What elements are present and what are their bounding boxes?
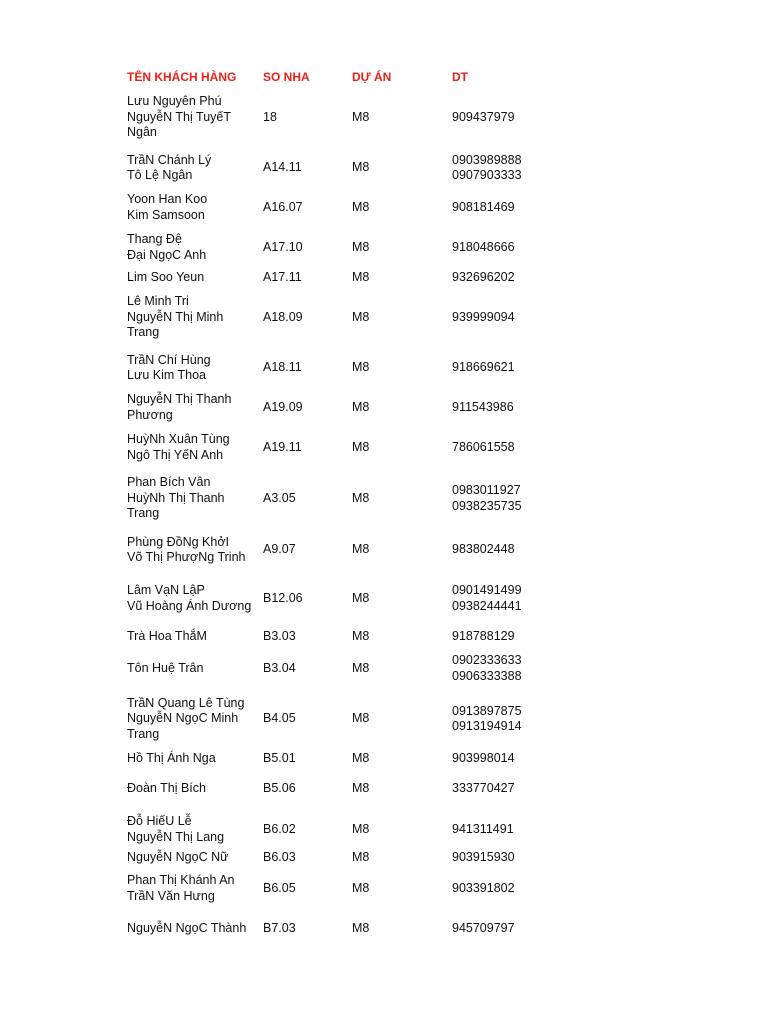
phone-cell [452, 151, 572, 185]
house-number-cell [263, 294, 348, 341]
house-number-cell [263, 694, 348, 744]
customer-name-cell [127, 849, 262, 867]
project-code: M8 [352, 590, 370, 605]
phone-cell [452, 628, 572, 646]
house-number: B3.04 [263, 660, 296, 675]
house-number: A19.11 [263, 439, 302, 454]
table-row [0, 391, 768, 424]
customer-name: Lê Minh Tri [127, 294, 189, 309]
customer-name: Thang Đệ [127, 232, 182, 246]
phone-number: 903915930 [452, 850, 515, 865]
phone-number: 0903989888 [452, 152, 522, 167]
customer-name-cell [127, 192, 262, 223]
phone-number: 909437979 [452, 109, 515, 124]
phone-number: 333770427 [452, 781, 515, 796]
table-row [0, 849, 768, 867]
project-cell [352, 652, 442, 685]
phone-number: 918669621 [452, 360, 515, 375]
phone-number: 941311491 [452, 821, 514, 836]
project-code: M8 [352, 660, 370, 675]
project-cell [352, 151, 442, 185]
phone-cell [452, 391, 572, 424]
project-code: M8 [352, 629, 370, 644]
customer-name-cell [127, 694, 262, 744]
house-number-cell [263, 750, 348, 768]
phone-number: 932696202 [452, 270, 515, 285]
house-number-cell [263, 780, 348, 798]
customer-name: Tô Lệ Ngân [127, 168, 193, 182]
house-number-cell [263, 813, 348, 846]
phone-cell [452, 351, 572, 385]
customer-name-cell [127, 151, 262, 185]
customer-name-cell [127, 351, 262, 385]
house-number: 18 [263, 109, 277, 124]
house-number-cell [263, 391, 348, 424]
house-number-cell [263, 151, 348, 185]
phone-cell [452, 872, 572, 905]
customer-name: NguyễN Thị TuyếT [127, 109, 231, 124]
customer-name-cell [127, 872, 262, 905]
project-code: M8 [352, 270, 370, 285]
customer-name: Lưu Kim Thoa [127, 368, 207, 382]
phone-cell [452, 192, 572, 223]
project-code: M8 [352, 821, 370, 836]
house-number: B3.03 [263, 629, 296, 644]
customer-name: Võ Thị PhượNg Trinh [127, 550, 246, 564]
phone-number: 0938235735 [452, 498, 522, 513]
house-number-cell [263, 652, 348, 685]
project-code: M8 [352, 751, 370, 766]
house-number: B5.01 [263, 751, 296, 766]
house-number: A9.07 [263, 542, 296, 557]
customer-name-cell [127, 628, 262, 646]
house-number: B7.03 [263, 921, 296, 936]
customer-name-cell [127, 813, 262, 846]
phone-number: 918048666 [452, 239, 515, 254]
house-number: B6.02 [263, 821, 296, 836]
customer-name: Trang [127, 325, 160, 340]
header-project: DỰ ÁN [352, 70, 392, 85]
project-cell [352, 391, 442, 424]
phone-cell [452, 750, 572, 768]
header-house-number: SO NHA [263, 70, 310, 85]
phone-cell [452, 652, 572, 685]
project-code: M8 [352, 781, 370, 796]
phone-cell [452, 580, 572, 617]
phone-cell [452, 431, 572, 464]
project-cell [352, 269, 442, 287]
project-cell [352, 849, 442, 867]
customer-name-cell [127, 391, 262, 424]
phone-cell [452, 920, 572, 938]
house-number: B6.05 [263, 880, 296, 895]
customer-name-cell [127, 94, 262, 141]
customer-name: NguyễN NgọC Minh [127, 711, 239, 726]
house-number-cell [263, 849, 348, 867]
customer-name: Tôn Huệ Trân [127, 660, 204, 675]
phone-cell [452, 269, 572, 287]
project-code: M8 [352, 921, 370, 936]
customer-name: TrầN Chí Hùng [127, 352, 211, 367]
house-number-cell [263, 628, 348, 646]
project-cell [352, 920, 442, 938]
project-code: M8 [352, 199, 370, 214]
house-number-cell [263, 351, 348, 385]
project-code: M8 [352, 160, 370, 175]
house-number-cell [263, 94, 348, 141]
project-cell [352, 872, 442, 905]
project-cell [352, 431, 442, 464]
table-row [0, 533, 768, 567]
phone-cell [452, 849, 572, 867]
phone-number: 0906333388 [452, 668, 522, 683]
customer-name-cell [127, 232, 262, 263]
project-code: M8 [352, 439, 370, 454]
customer-name: Trang [127, 506, 160, 521]
customer-name-cell [127, 580, 262, 617]
customer-name: NguyễN NgọC Nữ [127, 850, 229, 865]
project-code: M8 [352, 490, 370, 505]
customer-name: Lưu Nguyên Phú [127, 94, 222, 109]
customer-name: HuỳNh Xuân Tùng [127, 432, 230, 446]
project-cell [352, 750, 442, 768]
customer-name-cell [127, 473, 262, 524]
house-number: A18.11 [263, 360, 302, 375]
phone-cell [452, 473, 572, 524]
project-cell [352, 192, 442, 223]
table-row [0, 580, 768, 617]
house-number-cell [263, 920, 348, 938]
table-row [0, 232, 768, 263]
customer-name-cell [127, 533, 262, 567]
project-cell [352, 294, 442, 341]
house-number-cell [263, 872, 348, 905]
customer-name: NguyễN Thị Lang [127, 829, 225, 844]
phone-number: 0938244441 [452, 598, 522, 613]
phone-cell [452, 694, 572, 744]
house-number-cell [263, 192, 348, 223]
table-row [0, 628, 768, 646]
house-number: A18.09 [263, 309, 303, 324]
customer-name-cell [127, 652, 262, 685]
header-customer-name: TÊN KHÁCH HÀNG [127, 70, 237, 85]
phone-cell [452, 294, 572, 341]
customer-name: Ngô Thị YếN Anh [127, 447, 224, 462]
table-row [0, 151, 768, 185]
phone-number: 918788129 [452, 629, 515, 644]
table-row [0, 694, 768, 744]
project-cell [352, 533, 442, 567]
table-row [0, 813, 768, 846]
project-code: M8 [352, 109, 370, 124]
customer-name: Phùng ĐồNg KhởI [127, 534, 230, 549]
project-cell [352, 694, 442, 744]
header-phone: DT [452, 70, 468, 85]
table-row [0, 294, 768, 341]
customer-name-cell [127, 269, 262, 287]
customer-name: NguyễN NgọC Thành [127, 921, 247, 936]
house-number: A17.11 [263, 270, 302, 285]
customer-name: Phan Thị Khánh An [127, 873, 235, 887]
customer-name: Phan Bích Vân [127, 475, 211, 490]
house-number-cell [263, 232, 348, 263]
phone-number: 903998014 [452, 751, 515, 766]
house-number: A14.11 [263, 160, 302, 175]
table-header [0, 69, 768, 87]
phone-number: 911543986 [452, 399, 514, 414]
project-cell [352, 351, 442, 385]
customer-name: Đỗ HiếU Lễ [127, 814, 192, 828]
customer-name: Hồ Thị Ánh Nga [127, 751, 216, 766]
customer-name: Trang [127, 726, 160, 741]
customer-name: Trà Hoa ThắM [127, 629, 207, 644]
table-row [0, 192, 768, 223]
customer-name: Vũ Hoàng Ánh Dương [127, 598, 252, 613]
table-row [0, 431, 768, 464]
project-code: M8 [352, 850, 370, 865]
customer-name: Lâm VạN LậP [127, 583, 205, 597]
project-code: M8 [352, 711, 370, 726]
house-number: B5.06 [263, 781, 296, 796]
customer-name: Phương [127, 407, 173, 422]
customer-name: Ngân [127, 125, 157, 140]
table-row [0, 920, 768, 938]
house-number-cell [263, 533, 348, 567]
customer-name: Lim Soo Yeun [127, 270, 205, 285]
phone-number: 0983011927 [452, 483, 521, 497]
table-row [0, 872, 768, 905]
project-code: M8 [352, 239, 370, 254]
phone-cell [452, 780, 572, 798]
table-row [0, 750, 768, 768]
table-row [0, 94, 768, 141]
project-code: M8 [352, 399, 370, 414]
house-number: B4.05 [263, 711, 296, 726]
project-cell [352, 94, 442, 141]
phone-number: 0913897875 [452, 703, 522, 718]
phone-number: 939999094 [452, 309, 515, 324]
project-cell [352, 813, 442, 846]
customer-name: TrầN Chánh Lý [127, 152, 212, 167]
table-row [0, 269, 768, 287]
project-cell [352, 232, 442, 263]
project-cell [352, 473, 442, 524]
project-cell [352, 780, 442, 798]
house-number-cell [263, 473, 348, 524]
project-cell [352, 580, 442, 617]
project-code: M8 [352, 880, 370, 895]
house-number: B6.03 [263, 850, 296, 865]
phone-number: 0907903333 [452, 168, 522, 182]
project-code: M8 [352, 309, 370, 324]
phone-cell [452, 94, 572, 141]
phone-cell [452, 533, 572, 567]
project-code: M8 [352, 360, 370, 375]
project-cell [352, 628, 442, 646]
phone-number: 983802448 [452, 542, 515, 557]
customer-name-cell [127, 294, 262, 341]
house-number-cell [263, 269, 348, 287]
phone-number: 908181469 [452, 199, 515, 214]
customer-name-cell [127, 780, 262, 798]
customer-name: NguyễN Thị Thanh [127, 392, 232, 406]
phone-cell [452, 813, 572, 846]
table-row [0, 351, 768, 385]
customer-name: TrầN Quang Lê Tùng [127, 695, 245, 710]
house-number: A19.09 [263, 399, 303, 414]
table-row [0, 652, 768, 685]
phone-number: 903391802 [452, 880, 515, 895]
house-number: A16.07 [263, 199, 303, 214]
house-number-cell [263, 580, 348, 617]
house-number: A17.10 [263, 239, 303, 254]
customer-name: Yoon Han Koo [127, 192, 208, 206]
phone-number: 786061558 [452, 439, 515, 454]
customer-name: TrầN Văn Hưng [127, 888, 215, 903]
customer-name-cell [127, 750, 262, 768]
customer-name-cell [127, 920, 262, 938]
house-number-cell [263, 431, 348, 464]
customer-name: Đoàn Thị Bích [127, 781, 206, 796]
customer-name: Kim Samsoon [127, 207, 205, 222]
house-number: A3.05 [263, 490, 296, 505]
table-row [0, 780, 768, 798]
phone-cell [452, 232, 572, 263]
house-number: B12.06 [263, 590, 303, 605]
customer-name-cell [127, 431, 262, 464]
phone-number: 0913194914 [452, 719, 522, 733]
project-code: M8 [352, 542, 370, 557]
customer-name: HuỳNh Thị Thanh [127, 490, 225, 505]
table-row [0, 473, 768, 524]
customer-name: NguyễN Thị Minh [127, 309, 224, 324]
customer-name: Đại NgọC Anh [127, 247, 207, 262]
phone-number: 0901491499 [452, 583, 522, 597]
phone-number: 945709797 [452, 921, 515, 936]
phone-number: 0902333633 [452, 653, 522, 667]
